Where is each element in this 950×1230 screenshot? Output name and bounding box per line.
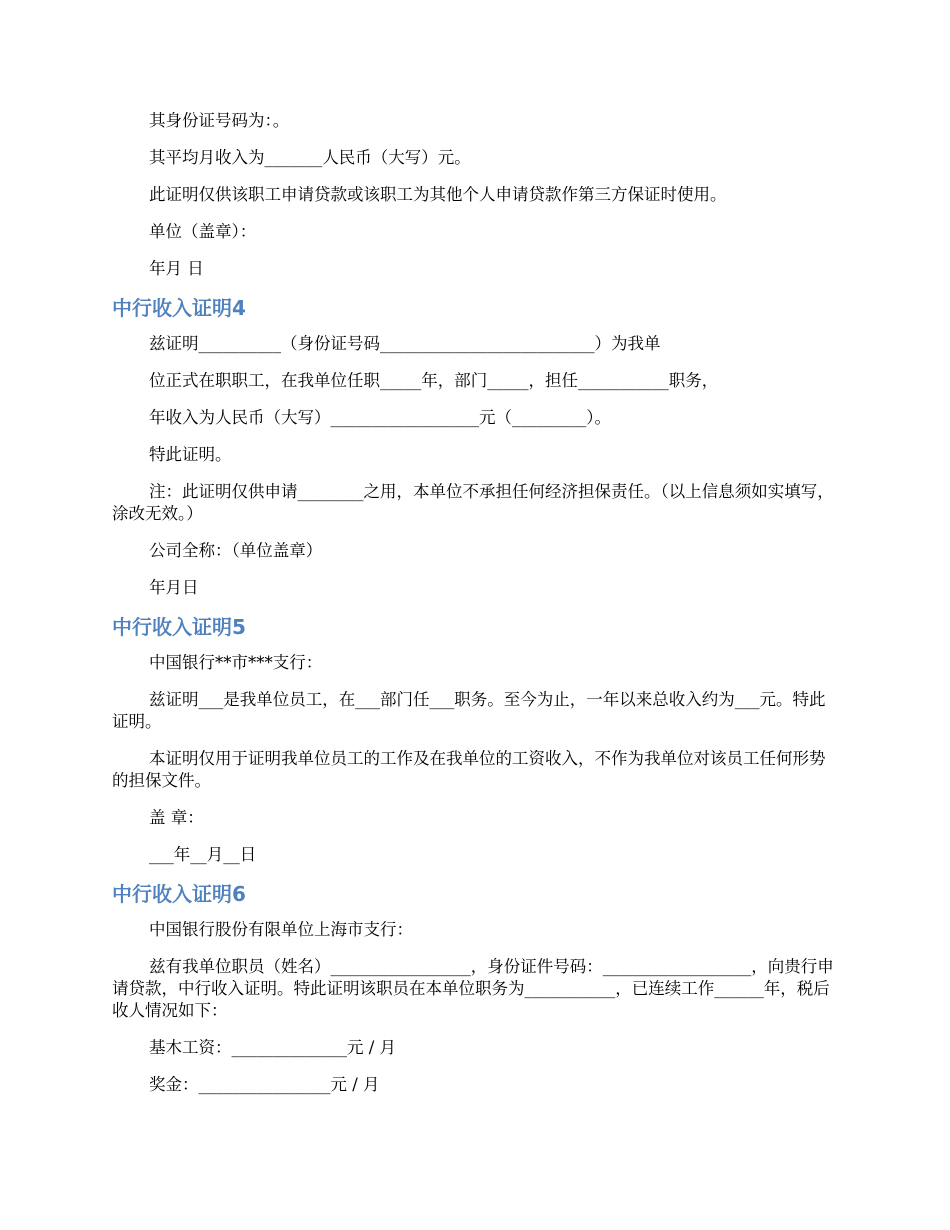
company-name-line: 公司全称：（单位盖章） [149,541,323,560]
annual-income-line: 年收入为人民币（大写）__________________元（_________）。 [149,408,611,427]
stamp-line: 单位（盖章）： [149,222,257,241]
note-line: 注：此证明仅供申请________之用，本单位不承担任何经济担保责任。（以上信息须如实填写，涂改无效。） [112,482,834,523]
date-line: 年月 日 [149,259,204,278]
certify-line: 兹证明___是我单位员工，在___部门任___职务。至今为止，一年以来总收入约为___元。特此证明。 [112,690,826,731]
date-line: ___年__月__日 [149,845,257,864]
section-heading-4: 中行收入证明4 [112,296,246,320]
employment-line: 位正式在职职工，在我单位任职_____年，部门_____，担任___________职务， [149,371,719,390]
addressee-line: 中国银行股份有限单位上海市支行： [149,920,413,939]
bonus-line: 奖金：________________元 / 月 [149,1075,380,1094]
purpose-line: 本证明仅用于证明我单位员工的工作及在我单位的工资收入，不作为我单位对该员工任何形势的担保文件。 [112,749,826,790]
section-heading-5: 中行收入证明5 [112,615,246,639]
base-salary-line: 基木工资：______________元 / 月 [149,1038,397,1057]
id-number-line: 其身份证号码为：。 [149,111,290,130]
certify-line: 兹有我单位职员（姓名）_________________，身份证件号码：__________________，向贵行申请贷款，中行收入证明。特此证明该职员在本单位职务为___________，已连续工作______年，税后收人情况如下： [112,957,834,1020]
stamp-line: 盖 章： [149,808,204,827]
usage-note-line: 此证明仅供该职工申请贷款或该职工为其他个人申请贷款作第三方保证时使用。 [149,185,727,204]
section-heading-6: 中行收入证明6 [112,882,246,906]
certify-line: 兹证明__________（身份证号码__________________________）为我单 [149,334,661,353]
addressee-line: 中国银行**市***支行： [149,653,323,672]
date-line: 年月日 [149,578,199,597]
hereby-line: 特此证明。 [149,445,232,464]
monthly-income-line: 其平均月收入为_______人民币（大写）元。 [149,148,471,167]
